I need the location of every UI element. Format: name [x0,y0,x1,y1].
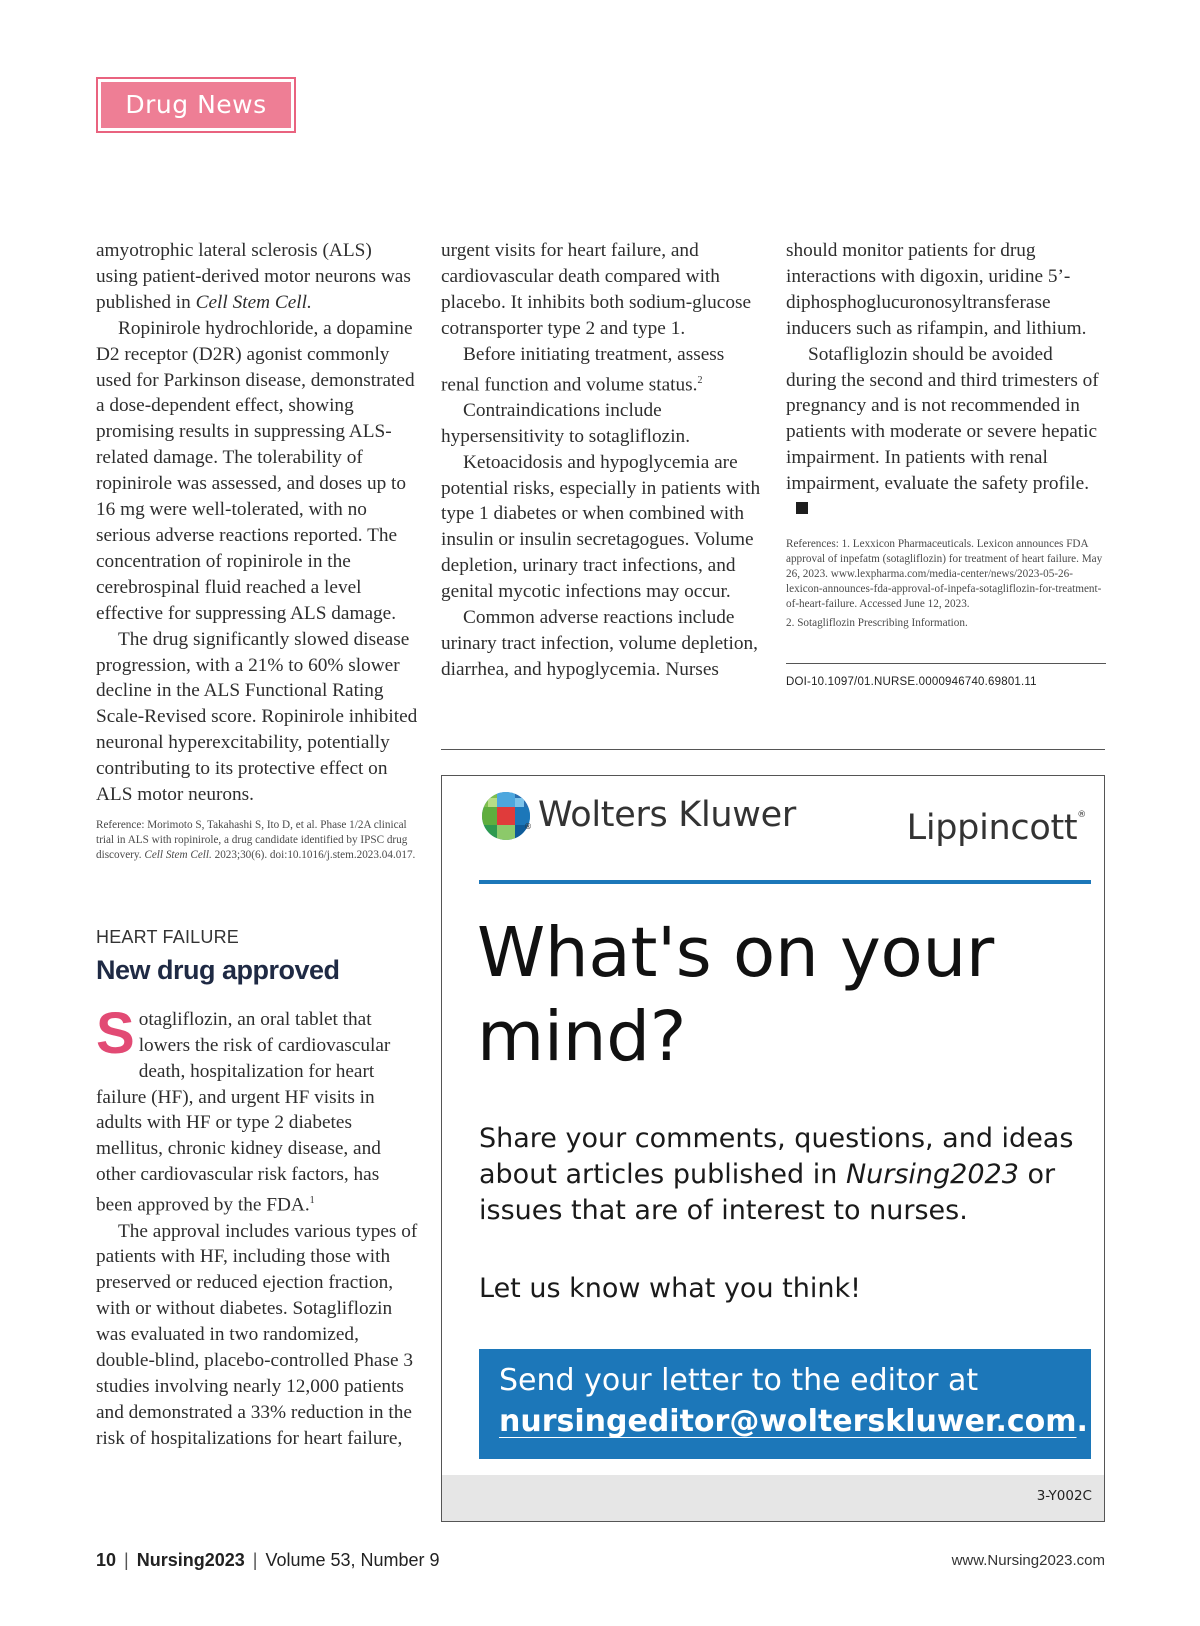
article2-paragraph-4: Contraindications include hypersensitivity to sotagliflozin. [441,399,691,447]
page-folio: 10 | Nursing2023 | Volume 53, Number 9 [96,1550,440,1570]
ad-headline: What's on your mind? [477,913,994,1077]
section-label: HEART FAILURE [96,926,239,947]
ad-blue-rule [479,880,1091,884]
article2-paragraph-6-cont: should monitor patients for drug interactions with digoxin, uridine 5’-diphosphoglucuronosyltransferase inducers such as rifampin, and lithium. [786,240,1087,339]
journal-title: Nursing2023 [136,1550,245,1570]
article2-paragraph-6: Common adverse reactions include urinary tract infection, volume depletion, diarrhea, and hypoglycemia. Nurses [441,607,758,680]
issue-info: Volume 53, Number 9 [265,1550,440,1570]
article2-reference-2: 2. Sotagliflozin Prescribing Information. [786,616,968,629]
article1-paragraph-2: Ropinirole hydrochloride, a dopamine D2 receptor (D2R) agonist commonly used for Parkinson disease, demonstrated a dose-dependent effect, showing promising results in suppressing ALS-related damage. The tolerability of ropinirole was assessed, and doses up to 16 mg were well-tolerated, with no serious adverse reactions reported. The concentration of ropinirole in the cerebrospinal fluid reached a level effective for suppressing ALS damage. [96,317,415,624]
website-link[interactable]: www.Nursing2023.com [951,1552,1105,1569]
drop-cap: S [96,1000,135,1066]
column-divider [441,749,1105,750]
article2-reference-1: References: 1. Lexxicon Pharmaceuticals. Lexicon announces FDA approval of inpefatm (sotagliflozin) for treatment of heart failure. May 26, 2023. www.lexpharma.com/media-center/news/2023-05-26-lexicon-announces-fda-approval-of-inpefa-sotagliflozin-for-treatment-of-heart-failure. Accessed June 12, 2023. [786,537,1103,610]
doi-text[interactable]: DOI-10.1097/01.NURSE.0000946740.69801.11 [786,675,1037,688]
article2-paragraph-7: Sotafliglozin should be avoided during the second and third trimesters of pregnancy and is not recommended in patients with moderate or severe hepatic impairment. In patients with renal impairment, evaluate the safety profile. [786,342,1106,523]
article1-reference: Reference: Morimoto S, Takahashi S, Ito D, et al. Phase 1/2A clinical trial in ALS with ropinirole, a drug candidate identified by IPSC drug discovery. Cell Stem Cell. 2023;30(6). doi:10.1016/j.stem.2023.04.017. [96,818,416,861]
article2-paragraph-2-cont: urgent visits for heart failure, and cardiovascular death compared with placebo. It inhibits both sodium-glucose cotransporter type 2 and type 1. [441,240,752,339]
column-2 [441,238,763,683]
article1-paragraph-1: amyotrophic lateral sclerosis (ALS) using patient-derived motor neurons was published in Cell Stem Cell. [96,240,411,313]
doi-divider [786,663,1106,664]
column-3 [786,238,1106,696]
ad-box-text: Send your letter to the editor at [499,1363,979,1398]
wolters-kluwer-wordmark: Wolters Kluwer [538,795,796,835]
article2-paragraph-3: Before initiating treatment, assess renal function and volume status.$^2$ [441,343,725,395]
footnote-ref[interactable]: 2 [697,374,703,386]
journal-name: Cell Stem Cell. [195,291,312,313]
advertisement [441,775,1105,1522]
wolters-kluwer-logo-icon [480,790,532,842]
column-1 [96,238,418,1452]
article1-paragraph-3: The drug significantly slowed disease progression, with a 21% to 60% slower decline in the ALS Functional Rating Scale-Revised score. Ropinirole inhibited neuronal hyperexcitability, potentially contributing to its protective effect on ALS motor neurons. [96,628,418,806]
brand-registered-mark: ® [524,822,532,831]
section-tab: Drug News [96,77,296,133]
end-of-article-square-icon [796,502,808,514]
page-number: 10 [96,1550,117,1570]
footnote-ref[interactable]: 1 [309,1195,315,1207]
article2-paragraph-5: Ketoacidosis and hypoglycemia are potential risks, especially in patients with type 1 diabetes or when combined with insulin or insulin secretagogues. Volume depletion, urinary tract infections, and genital mycotic infections may occur. [441,451,761,603]
lippincott-wordmark: Lippincott® [906,808,1086,848]
ad-body-text: Share your comments, questions, and ideas about articles published in Nursing2023 or issues that are of interest to nurses. [479,1123,1074,1226]
ad-footer-bar [442,1475,1104,1521]
article2-headline: New drug approved [96,954,340,985]
editor-email-link[interactable]: nursingeditor@wolterskluwer.com [499,1404,1077,1439]
article2-paragraph-2: The approval includes various types of patients with HF, including those with preserved or reduced ejection fraction, with or without diabetes. Sotagliflozin was evaluated in two randomized, double-blind, placebo-controlled Phase 3 studies involving nearly 12,000 patients and demonstrated a 33% reduction in the risk of hospitalizations for heart failure, [96,1220,418,1449]
ad-code: 3-Y002C [1036,1488,1092,1504]
article2-paragraph-1: Sotagliflozin, an oral tablet that lowers the risk of cardiovascular death, hospitalization for heart failure (HF), and urgent HF visits in adults with HF or type 2 diabetes mellitus, chronic kidney disease, and other cardiovascular risk factors, has been approved by the FDA.$^1$ [96,1000,391,1216]
ad-call-to-action: Let us know what you think! [479,1273,861,1304]
ad-email-box: Send your letter to the editor at nursingeditor@wolterskluwer.com. [479,1349,1091,1459]
